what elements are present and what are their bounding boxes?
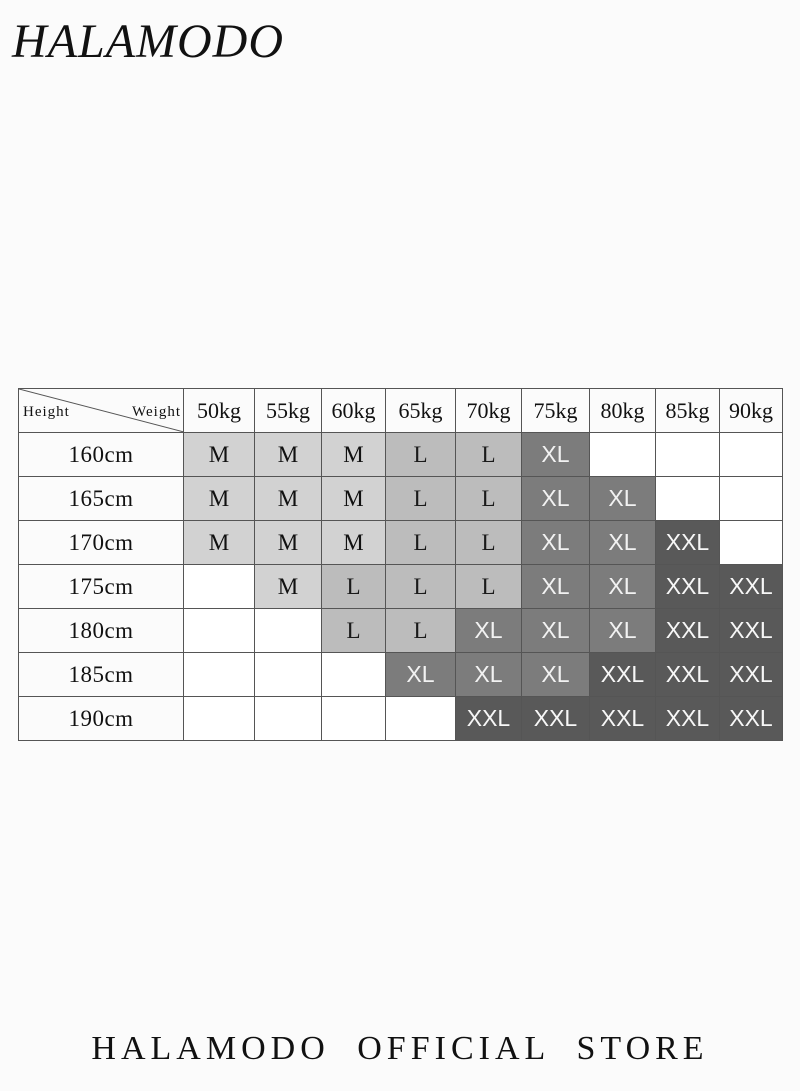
size-cell: XXL	[656, 609, 720, 653]
empty-cell	[255, 697, 322, 741]
size-cell: XXL	[656, 697, 720, 741]
size-cell: L	[456, 477, 522, 521]
empty-cell	[656, 477, 720, 521]
size-cell: L	[386, 521, 456, 565]
weight-header-55kg: 55kg	[255, 389, 322, 433]
weight-header-90kg: 90kg	[720, 389, 783, 433]
size-cell: M	[322, 477, 386, 521]
size-cell: XL	[456, 609, 522, 653]
header-row	[19, 389, 783, 433]
height-label-165cm: 165cm	[19, 477, 184, 521]
size-cell: XL	[590, 565, 656, 609]
size-cell: XL	[522, 477, 590, 521]
weight-header-70kg: 70kg	[456, 389, 522, 433]
size-cell: XXL	[720, 565, 783, 609]
table-row	[19, 477, 783, 521]
weight-header-65kg: 65kg	[386, 389, 456, 433]
empty-cell	[184, 565, 255, 609]
size-cell: XXL	[720, 697, 783, 741]
size-cell: L	[322, 609, 386, 653]
weight-header-80kg: 80kg	[590, 389, 656, 433]
size-chart-table	[18, 388, 783, 741]
size-cell: M	[184, 433, 255, 477]
size-cell: L	[456, 433, 522, 477]
size-cell: M	[184, 477, 255, 521]
height-label-160cm: 160cm	[19, 433, 184, 477]
size-cell: XL	[522, 609, 590, 653]
size-cell: XL	[522, 433, 590, 477]
size-cell: XXL	[720, 609, 783, 653]
empty-cell	[255, 609, 322, 653]
size-cell: XXL	[456, 697, 522, 741]
table-row	[19, 521, 783, 565]
height-label-185cm: 185cm	[19, 653, 184, 697]
empty-cell	[255, 653, 322, 697]
size-cell: XL	[522, 653, 590, 697]
weight-axis-label: Weight	[132, 404, 181, 420]
size-cell: L	[386, 609, 456, 653]
empty-cell	[184, 609, 255, 653]
size-cell: XL	[590, 521, 656, 565]
empty-cell	[656, 433, 720, 477]
empty-cell	[720, 433, 783, 477]
size-cell: M	[255, 565, 322, 609]
size-cell: XXL	[720, 653, 783, 697]
weight-header-60kg: 60kg	[322, 389, 386, 433]
empty-cell	[322, 697, 386, 741]
brand-logo: HALAMODO	[12, 15, 284, 68]
size-cell: XXL	[656, 521, 720, 565]
size-cell: L	[456, 521, 522, 565]
empty-cell	[322, 653, 386, 697]
height-label-175cm: 175cm	[19, 565, 184, 609]
weight-header-75kg: 75kg	[522, 389, 590, 433]
size-cell: XL	[590, 609, 656, 653]
table-row	[19, 653, 783, 697]
empty-cell	[720, 521, 783, 565]
size-cell: L	[386, 565, 456, 609]
height-label-190cm: 190cm	[19, 697, 184, 741]
height-axis-label: Height	[23, 404, 70, 420]
size-cell: M	[255, 521, 322, 565]
size-cell: XXL	[590, 653, 656, 697]
size-cell: XL	[522, 565, 590, 609]
size-cell: M	[322, 521, 386, 565]
size-cell: M	[255, 433, 322, 477]
size-cell: L	[322, 565, 386, 609]
empty-cell	[184, 697, 255, 741]
corner-header-cell	[19, 389, 184, 433]
size-cell: L	[386, 477, 456, 521]
weight-header-50kg: 50kg	[184, 389, 255, 433]
table-row	[19, 433, 783, 477]
size-cell: XXL	[656, 565, 720, 609]
size-cell: XL	[456, 653, 522, 697]
size-cell: L	[456, 565, 522, 609]
empty-cell	[386, 697, 456, 741]
size-cell: XL	[522, 521, 590, 565]
height-label-170cm: 170cm	[19, 521, 184, 565]
size-cell: XXL	[522, 697, 590, 741]
size-cell: L	[386, 433, 456, 477]
height-label-180cm: 180cm	[19, 609, 184, 653]
size-cell: XL	[386, 653, 456, 697]
size-cell: M	[255, 477, 322, 521]
table-row	[19, 697, 783, 741]
table-row	[19, 565, 783, 609]
size-cell: XXL	[590, 697, 656, 741]
store-footer: HALAMODO OFFICIAL STORE	[91, 1030, 709, 1067]
size-cell: XL	[590, 477, 656, 521]
size-cell: XXL	[656, 653, 720, 697]
weight-header-85kg: 85kg	[656, 389, 720, 433]
table-row	[19, 609, 783, 653]
size-cell: M	[184, 521, 255, 565]
empty-cell	[184, 653, 255, 697]
size-cell: M	[322, 433, 386, 477]
empty-cell	[720, 477, 783, 521]
empty-cell	[590, 433, 656, 477]
